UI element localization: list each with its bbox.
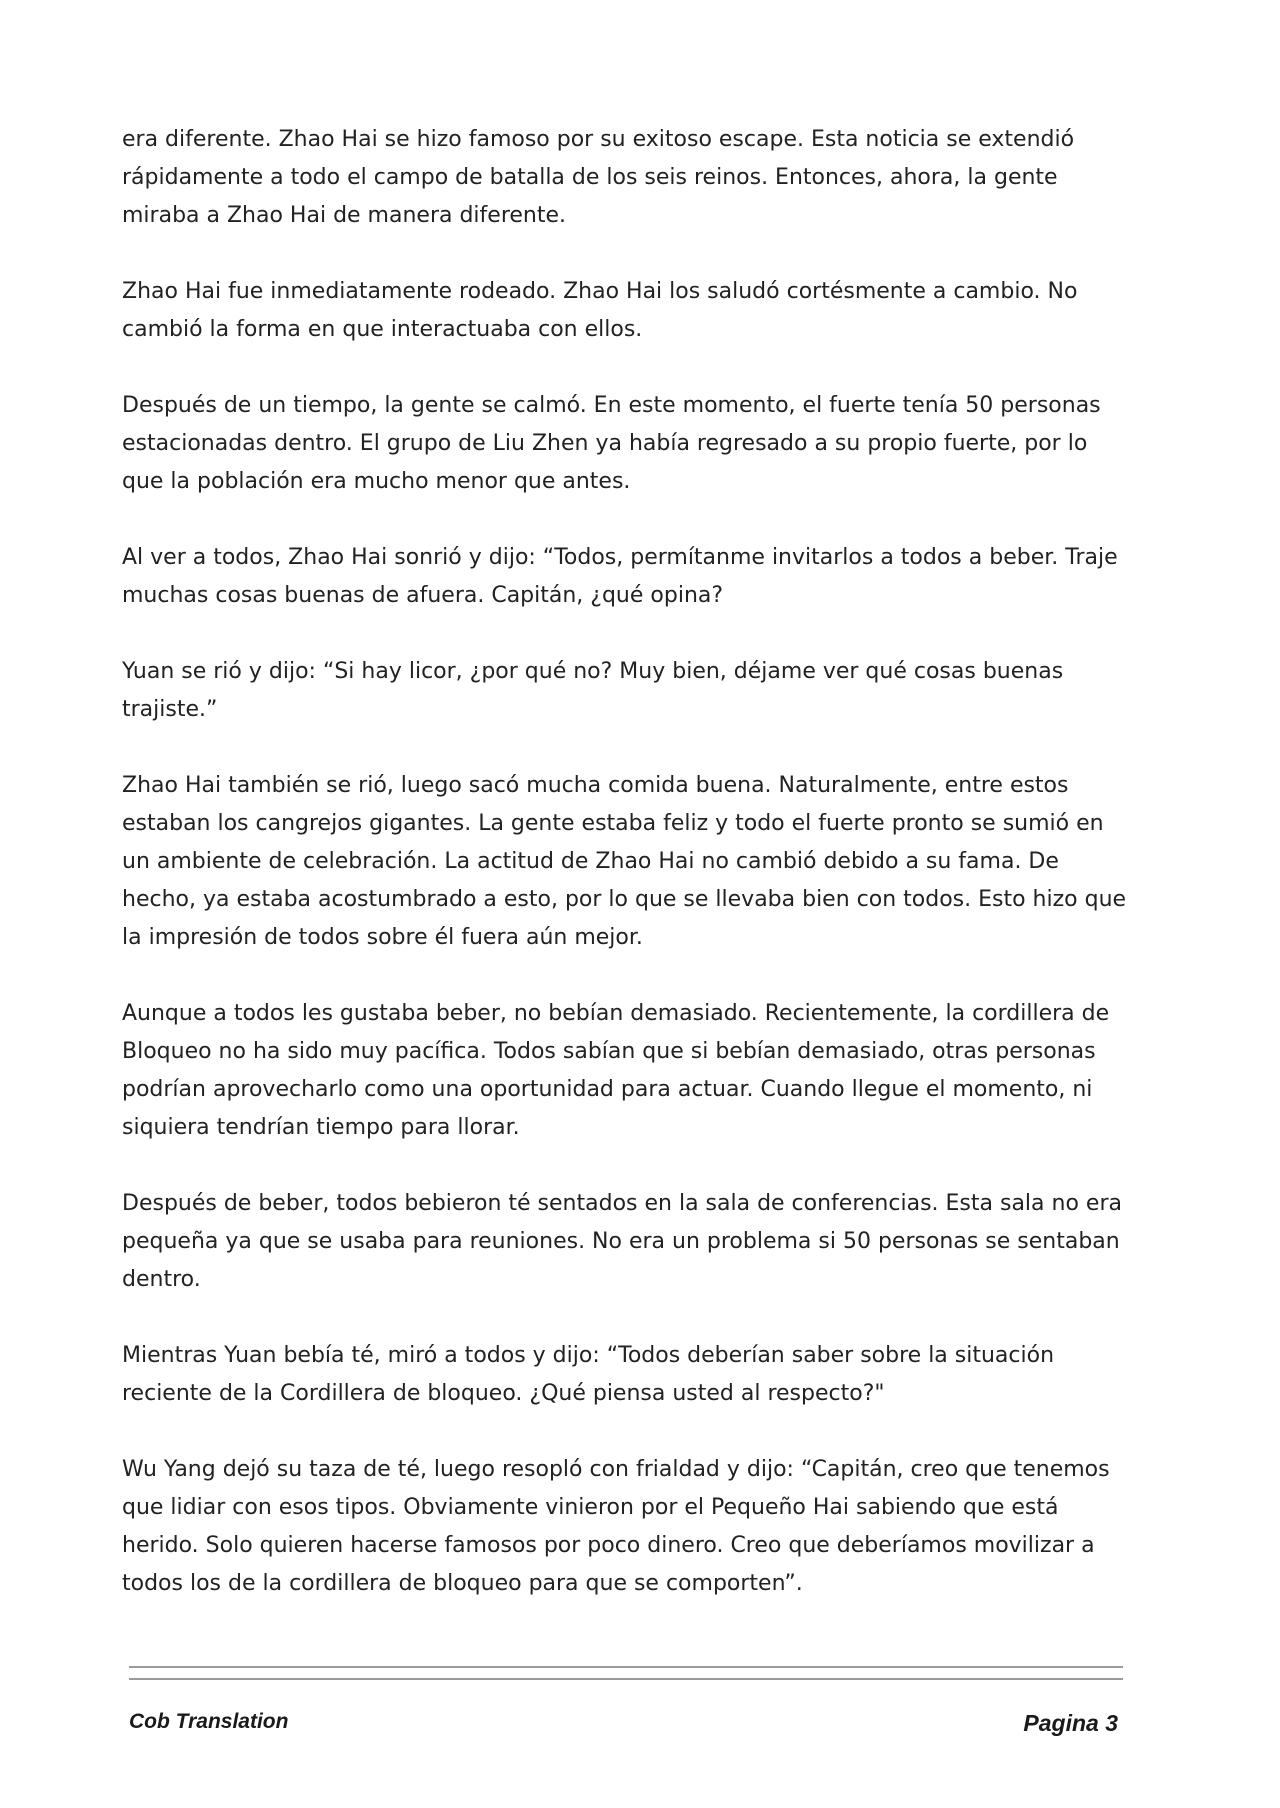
- paragraph-2: Zhao Hai fue inmediatamente rodeado. Zhao Hai los saludó cortésmente a cambio. No cambió la forma en que interactuaba con ellos.: [122, 279, 1078, 342]
- footer-divider-bottom: [129, 1678, 1123, 1680]
- paragraph-5: Yuan se rió y dijo: “Si hay licor, ¿por qué no? Muy bien, déjame ver qué cosas buenas trajiste.”: [122, 659, 1064, 722]
- paragraph-10: Wu Yang dejó su taza de té, luego resopló con frialdad y dijo: “Capitán, creo que tenemos que lidiar con esos tipos. Obviamente vinieron por el Pequeño Hai sabiendo que está herido. Solo quieren hacerse famosos por poco dinero. Creo que deberíamos movilizar a todos los de la cordillera de bloqueo para que se comporten”.: [122, 1457, 1110, 1596]
- paragraph-8: Después de beber, todos bebieron té sentados en la sala de conferencias. Esta sala no era pequeña ya que se usaba para reuniones. No era un problema si 50 personas se sentaban dentro.: [122, 1191, 1122, 1292]
- paragraph-1: era diferente. Zhao Hai se hizo famoso por su exitoso escape. Esta noticia se extendió rápidamente a todo el campo de batalla de los seis reinos. Entonces, ahora, la gente miraba a Zhao Hai de manera diferente.: [122, 127, 1075, 228]
- document-body: [122, 121, 1132, 1641]
- paragraph-7: Aunque a todos les gustaba beber, no bebían demasiado. Recientemente, la cordillera de Bloqueo no ha sido muy pacífica. Todos sabían que si bebían demasiado, otras personas podrían aprovecharlo como una oportunidad para actuar. Cuando llegue el momento, ni siquiera tendrían tiempo para llorar.: [122, 1001, 1110, 1140]
- paragraph-9: Mientras Yuan bebía té, miró a todos y dijo: “Todos deberían saber sobre la situación reciente de la Cordillera de bloqueo. ¿Qué piensa usted al respecto?": [122, 1343, 1055, 1406]
- footer-divider-top: [129, 1666, 1123, 1668]
- paragraph-4: Al ver a todos, Zhao Hai sonrió y dijo: “Todos, permítanme invitarlos a todos a beber. Traje muchas cosas buenas de afuera. Capitán, ¿qué opina?: [122, 545, 1118, 608]
- footer-page-number: Pagina 3: [1023, 1710, 1118, 1736]
- paragraph-6: Zhao Hai también se rió, luego sacó mucha comida buena. Naturalmente, entre estos estaban los cangrejos gigantes. La gente estaba feliz y todo el fuerte pronto se sumió en un ambiente de celebración. La actitud de Zhao Hai no cambió debido a su fama. De hecho, ya estaba acostumbrado a esto, por lo que se llevaba bien con todos. Esto hizo que la impresión de todos sobre él fuera aún mejor.: [122, 773, 1127, 950]
- paragraph-3: Después de un tiempo, la gente se calmó. En este momento, el fuerte tenía 50 personas estacionadas dentro. El grupo de Liu Zhen ya había regresado a su propio fuerte, por lo que la población era mucho menor que antes.: [122, 393, 1101, 494]
- footer-translator-credit: Cob Translation: [129, 1710, 289, 1733]
